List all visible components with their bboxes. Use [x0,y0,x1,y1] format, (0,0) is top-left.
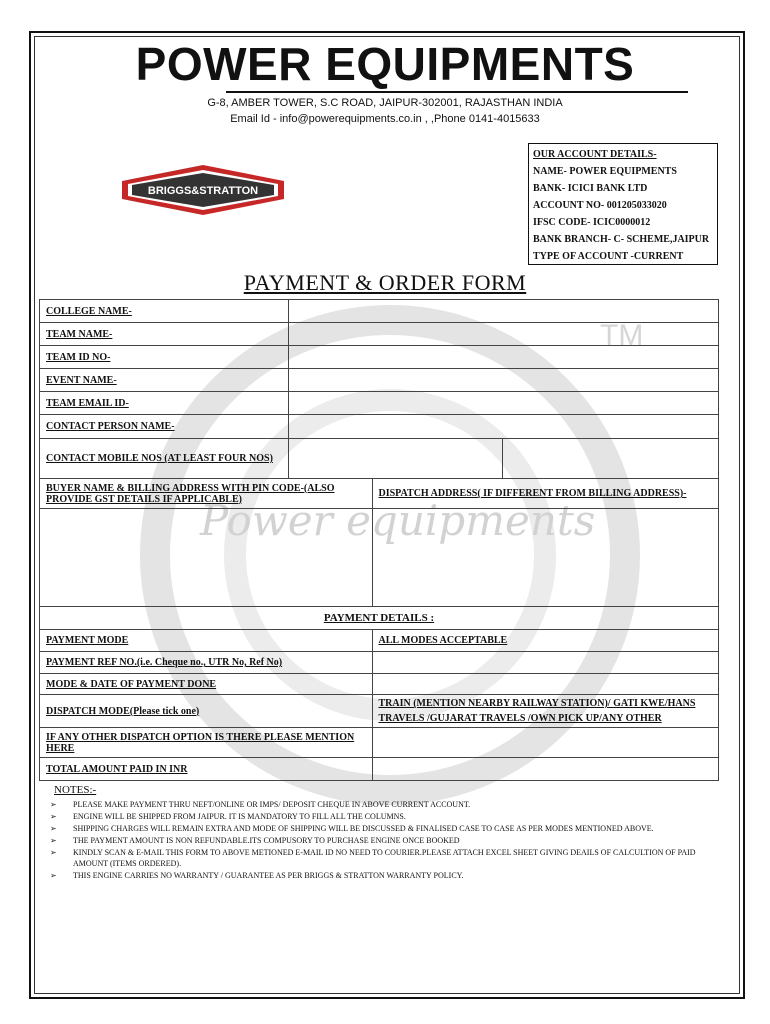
contact-mobile-input-2[interactable] [503,439,719,479]
event-input[interactable] [288,369,718,392]
team-email-label: TEAM EMAIL ID- [40,392,289,415]
event-label: EVENT NAME- [40,369,289,392]
account-heading: OUR ACCOUNT DETAILS- [533,149,657,160]
company-contact: Email Id - info@powerequipments.co.in , ,Phone 0141-4015633 [230,113,540,125]
dispatch-address-label: DISPATCH ADDRESS( IF DIFFERENT FROM BILLING ADDRESS)- [372,479,719,509]
note-item: ➢ ENGINE WILL BE SHIPPED FROM JAIPUR. IT IS MANDATORY TO FILL ALL THE COLUMNS. [50,812,406,821]
payment-mode-value: ALL MODES ACCEPTABLE [372,630,719,652]
form-title: PAYMENT & ORDER FORM [243,270,527,295]
payment-mode-label: PAYMENT MODE [40,630,373,652]
dispatch-mode-options[interactable]: TRAIN (MENTION NEARBY RAILWAY STATION)/ GATI KWE/HANS TRAVELS /GUJARAT TRAVELS /OWN PICK UP/ANY OTHER [372,695,719,728]
other-dispatch-label: IF ANY OTHER DISPATCH OPTION IS THERE PLEASE MENTION HERE [40,728,373,758]
title-underline [226,91,688,93]
payment-details-heading: PAYMENT DETAILS : [40,607,719,630]
company-address: G-8, AMBER TOWER, S.C ROAD, JAIPUR-302001, RAJASTHAN INDIA [207,97,563,109]
other-dispatch-input[interactable] [372,728,719,758]
account-branch: BANK BRANCH- C- SCHEME,JAIPUR [533,234,710,245]
order-form-table [39,299,719,781]
payment-ref-label: PAYMENT REF NO.(i.e. Cheque no., UTR No, Ref No) [40,652,373,674]
notes-list [48,799,708,882]
note-item: ➢ THIS ENGINE CARRIES NO WARRANTY / GUARANTEE AS PER BRIGGS & STRATTON WARRANTY POLICY. [50,871,464,880]
contact-person-input[interactable] [288,415,718,439]
payment-date-label: MODE & DATE OF PAYMENT DONE [40,674,373,695]
payment-ref-input[interactable] [372,652,719,674]
company-title: POWER EQUIPMENTS [135,38,635,90]
logo-text: BRIGGS&STRATTON [147,185,259,197]
note-item: ➢ THE PAYMENT AMOUNT IS NON REFUNDABLE.ITS COMPUSORY TO PURCHASE ENGINE ONCE BOOKED [50,836,460,845]
notes-title: NOTES:- [54,784,97,796]
buyer-address-label: BUYER NAME & BILLING ADDRESS WITH PIN CODE-(ALSO PROVIDE GST DETAILS IF APPLICABLE) [40,479,373,509]
account-number: ACCOUNT NO- 001205033020 [533,200,667,211]
contact-mobile-input-1[interactable] [288,439,503,479]
college-input[interactable] [288,300,718,323]
team-name-input[interactable] [288,323,718,346]
note-item: ➢ SHIPPING CHARGES WILL REMAIN EXTRA AND MODE OF SHIPPING WILL BE DISCUSSED & FINALISED CASE TO CASE AS PER MODES MENTIONED ABOVE. [50,824,654,833]
account-type: TYPE OF ACCOUNT -CURRENT [533,251,684,262]
team-id-input[interactable] [288,346,718,369]
note-item: ➢ KINDLY SCAN & E-MAIL THIS FORM TO ABOVE METIONED E-MAIL ID NO NEED TO COURIER.PLEASE ATTACH EXCEL SHEET GIVING DEAILS OF CALCULTION OF PAID AMOUNT (ITEMS ORDERED). [50,848,696,868]
payment-date-input[interactable] [372,674,719,695]
dispatch-address-input[interactable] [372,509,719,607]
team-name-label: TEAM NAME- [40,323,289,346]
contact-person-label: CONTACT PERSON NAME- [40,415,289,439]
total-amount-label: TOTAL AMOUNT PAID IN INR [40,758,373,781]
college-label: COLLEGE NAME- [40,300,289,323]
total-amount-input[interactable] [372,758,719,781]
note-item: ➢ PLEASE MAKE PAYMENT THRU NEFT/ONLINE OR IMPS/ DEPOSIT CHEQUE IN ABOVE CURRENT ACCOUNT. [50,800,471,809]
watermark-tm: TM [600,319,644,352]
account-details-box [528,143,718,265]
account-name: NAME- POWER EQUIPMENTS [533,166,677,177]
contact-mobile-label: CONTACT MOBILE NOS (AT LEAST FOUR NOS) [40,439,289,479]
briggs-stratton-logo [118,163,288,217]
dispatch-mode-label: DISPATCH MODE(Please tick one) [40,695,373,728]
team-id-label: TEAM ID NO- [40,346,289,369]
watermark-script: Power equipments [200,496,596,545]
account-ifsc: IFSC CODE- ICIC0000012 [533,217,651,228]
account-bank: BANK- ICICI BANK LTD [533,183,648,194]
team-email-input[interactable] [288,392,718,415]
buyer-address-input[interactable] [40,509,373,607]
